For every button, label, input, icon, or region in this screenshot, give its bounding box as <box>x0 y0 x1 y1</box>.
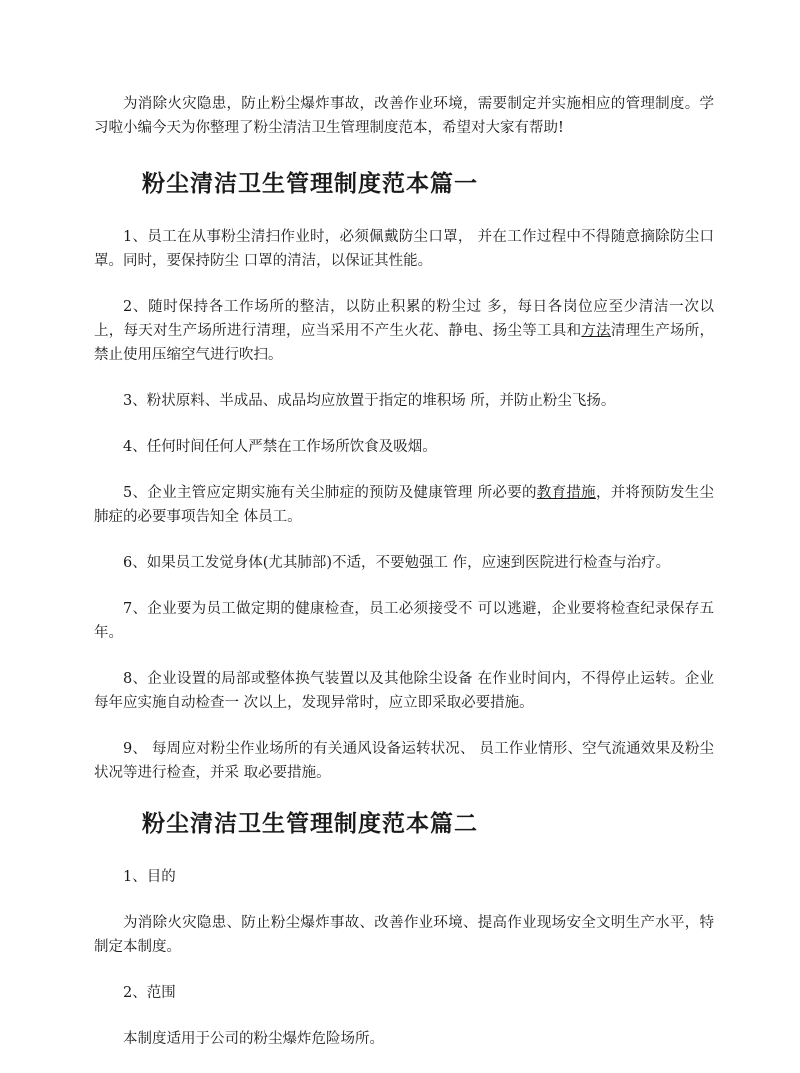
item2-text-after: 清理生产场所，禁止使用压缩空气进行吹扫。 <box>94 323 715 363</box>
section2-item-purpose-text: 为消除火灾隐患、防止粉尘爆炸事故、改善作业环境、提高作业现场安全文明生产水平，特制定本制度。 <box>94 915 714 955</box>
section2-item-purpose-heading: 1、目的 <box>123 869 176 885</box>
section2-item-scope-heading: 2、范围 <box>123 985 176 1001</box>
section1-item-2 <box>94 295 714 367</box>
methods-link[interactable]: 方法 <box>581 323 611 339</box>
item5-text-after: ，并将预防发生尘肺症的必要事项告知全 体员工。 <box>94 485 715 525</box>
section1-item-6: 6、如果员工发觉身体(尤其肺部)不适，不要勉强工 作，应速到医院进行检查与治疗。 <box>123 555 671 571</box>
section1-item-8: 8、企业设置的局部或整体换气装置以及其他除尘设备 在作业时间内，不得停止运转。企业每年应实施自动检查一 次以上，发现异常时，应立即采取必要措施。 <box>94 671 714 711</box>
education-measures-link[interactable]: 教育措施 <box>536 485 596 501</box>
section1-title: 粉尘清洁卫生管理制度范本篇一 <box>142 170 478 197</box>
item2-text-before: 2、随时保持各工作场所的整洁，以防止积累的粉尘过 多，每日各岗位应至少清洁一次以上，每天对生产场所进行清理，应当采用不产生火花、静电、扬尘等工具和 <box>94 299 714 339</box>
section1-item-7: 7、企业要为员工做定期的健康检查，员工必须接受不 可以逃避，企业要将检查纪录保存五年。 <box>94 601 714 641</box>
section1-item-1: 1、员工在从事粉尘清扫作业时，必须佩戴防尘口罩， 并在工作过程中不得随意摘除防尘口罩。同时，要保持防尘 口罩的清洁，以保证其性能。 <box>94 229 714 269</box>
section1-item-3: 3、粉状原料、半成品、成品均应放置于指定的堆积场 所，并防止粉尘飞扬。 <box>123 393 616 409</box>
section2-title: 粉尘清洁卫生管理制度范本篇二 <box>142 810 478 837</box>
item5-text-before: 5、企业主管应定期实施有关尘肺症的预防及健康管理 所必要的 <box>123 485 537 501</box>
section1-item-4: 4、任何时间任何人严禁在工作场所饮食及吸烟。 <box>123 439 437 455</box>
section1-item-5 <box>94 481 714 529</box>
section2-item-scope-text: 本制度适用于公司的粉尘爆炸危险场所。 <box>123 1031 384 1047</box>
section1-item-9: 9、 每周应对粉尘作业场所的有关通风设备运转状况、 员工作业情形、空气流通效果及粉尘状况等进行检查，并采 取必要措施。 <box>94 741 714 781</box>
document-page <box>94 92 714 1073</box>
intro-paragraph: 为消除火灾隐患，防止粉尘爆炸事故，改善作业环境，需要制定并实施相应的管理制度。学习啦小编今天为你整理了粉尘清洁卫生管理制度范本，希望对大家有帮助! <box>94 96 714 136</box>
